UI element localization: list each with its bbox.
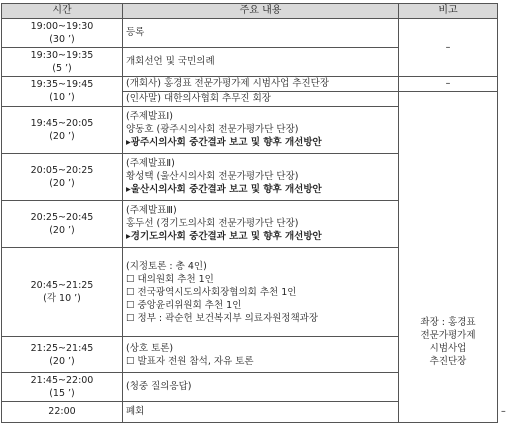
content-line: (주제발표Ⅰ) — [126, 111, 173, 123]
time-range: 21:45~22:00 — [30, 374, 94, 386]
content-line: ▸광주시의사회 중간결과 보고 및 향후 개선방안 — [126, 137, 322, 149]
duration: (30 ’) — [49, 33, 75, 45]
content-line: (개회사) 홍경표 전문가평가제 시범사업 추진단장 — [126, 78, 330, 90]
header-note: 비고 — [399, 4, 498, 19]
chair-line: 시범사업 — [429, 342, 467, 354]
time-cell — [2, 372, 123, 401]
time-range: 22:00 — [48, 406, 76, 418]
content-line: (주제발표Ⅲ) — [126, 205, 177, 217]
chair-line: 전문가평가제 — [420, 329, 476, 341]
table-row — [2, 76, 498, 91]
content-line: (상호 토론) — [126, 342, 174, 354]
time-cell — [2, 76, 123, 106]
content-cell — [123, 91, 399, 106]
time-range: 19:00~19:30 — [30, 20, 94, 32]
note-cell — [399, 91, 498, 422]
chair-line: 좌장 : 홍경표 — [420, 316, 476, 328]
checkbox-line: ☐ 중앙윤리위원회 추천 1인 — [126, 299, 242, 311]
time-range: 20:45~21:25 — [30, 280, 94, 292]
time-cell — [2, 200, 123, 247]
header-content: 주요 내용 — [123, 4, 399, 19]
duration: (각 10 ’) — [43, 293, 81, 305]
note-cell — [399, 76, 498, 91]
note-cell — [399, 18, 498, 76]
content-line: (인사말) 대한의사협회 추무진 회장 — [126, 93, 271, 105]
time-cell — [2, 47, 123, 76]
duration: (10 ’) — [49, 92, 75, 104]
note-dash: – — [445, 41, 451, 53]
time-range: 20:25~20:45 — [30, 211, 94, 223]
content-cell — [123, 401, 399, 422]
content-line: 폐회 — [126, 406, 145, 418]
duration: (5 ’) — [52, 62, 72, 74]
note-dash: – — [501, 406, 506, 418]
content-line: (주제발표Ⅱ) — [126, 158, 175, 170]
time-range: 19:30~19:35 — [30, 49, 94, 61]
time-range: 21:25~21:45 — [30, 342, 94, 354]
table-row — [2, 18, 498, 47]
content-cell — [123, 76, 399, 91]
content-cell — [123, 153, 399, 200]
content-line: 홍두선 (경기도의사회 전문가평가단 단장) — [126, 218, 299, 230]
header-row — [2, 4, 498, 19]
content-cell — [123, 200, 399, 247]
content-line: (청중 질의응답) — [126, 381, 192, 393]
content-cell — [123, 47, 399, 76]
duration: (20 ’) — [49, 177, 75, 189]
content-cell — [123, 247, 399, 337]
note-dash: – — [445, 78, 451, 90]
time-range: 20:05~20:25 — [30, 164, 94, 176]
content-cell — [123, 372, 399, 401]
content-line: 등록 — [126, 27, 145, 39]
schedule-table — [1, 3, 506, 423]
checkbox-line: ☐ 대의원회 추천 1인 — [126, 273, 214, 285]
content-cell — [123, 337, 399, 372]
time-range: 19:45~20:05 — [30, 117, 94, 129]
duration: (20 ’) — [49, 355, 75, 367]
content-line: (지정토론 : 총 4인) — [126, 260, 207, 272]
content-line: 양동호 (광주시의사회 전문가평가단 단장) — [126, 124, 299, 136]
checkbox-line: ☐ 전국광역시도의사회장협의회 추천 1인 — [126, 286, 297, 298]
content-line: 황성택 (울산시의사회 전문가평가단 단장) — [126, 171, 299, 183]
time-range: 19:35~19:45 — [30, 79, 94, 91]
time-cell — [2, 247, 123, 337]
time-cell — [2, 153, 123, 200]
duration: (20 ’) — [49, 130, 75, 142]
time-cell — [2, 337, 123, 372]
content-line: ▸경기도의사회 중간결과 보고 및 향후 개선방안 — [126, 231, 322, 243]
content-cell — [123, 106, 399, 153]
time-cell — [2, 106, 123, 153]
chair-line: 추진단장 — [429, 355, 467, 367]
header-time: 시간 — [2, 4, 123, 19]
time-cell — [2, 401, 123, 422]
checkbox-line: ☐ 발표자 전원 참석, 자유 토론 — [126, 355, 254, 367]
duration: (20 ’) — [49, 224, 75, 236]
time-cell — [2, 18, 123, 47]
content-cell — [123, 18, 399, 47]
duration: (15 ’) — [49, 387, 75, 399]
content-line: ▸울산시의사회 중간결과 보고 및 향후 개선방안 — [126, 184, 322, 196]
checkbox-line: ☐ 정부 : 곽순헌 보건복지부 의료자원정책과장 — [126, 312, 319, 324]
content-line: 개회선언 및 국민의례 — [126, 56, 215, 68]
